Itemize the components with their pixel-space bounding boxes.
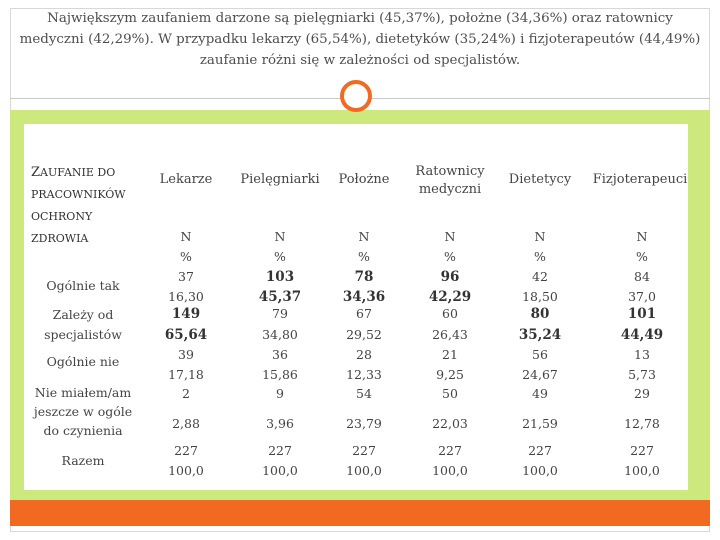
table-cell-n: 227 — [630, 443, 654, 458]
unit-n-label: N — [274, 229, 286, 244]
table-cell-n: 29 — [634, 386, 650, 401]
table-cell-n: 49 — [532, 386, 548, 401]
column-header-dietetycy: Dietetycy — [508, 172, 572, 187]
table-cell-pct: 35,24 — [518, 327, 562, 343]
unit-pct-label: % — [444, 249, 456, 264]
table-cell-pct: 100,0 — [522, 463, 558, 478]
table-cell-n: 103 — [265, 269, 295, 285]
table-cell-pct: 65,64 — [164, 327, 208, 343]
unit-pct-label: % — [180, 249, 192, 264]
table-cell-n: 2 — [182, 386, 190, 401]
table-cell-pct: 44,49 — [620, 327, 664, 343]
table-cell-n: 96 — [440, 269, 460, 285]
column-header-fizjoterapeuci: Fizjoterapeuci — [592, 172, 688, 187]
table-cell-pct: 34,36 — [342, 289, 386, 305]
table-cell-n: 9 — [276, 386, 284, 401]
table-cell-n: 28 — [356, 347, 372, 362]
table-cell-n: 79 — [272, 306, 288, 321]
table-cell-n: 67 — [356, 306, 372, 321]
unit-n-label: N — [444, 229, 456, 244]
table-cell-n: 39 — [178, 347, 194, 362]
corner-header-initial: Z — [31, 165, 41, 180]
table-cell-n: 227 — [352, 443, 376, 458]
table-cell-pct: 42,29 — [428, 289, 472, 305]
table-cell-n: 50 — [442, 386, 458, 401]
table-cell-n: 78 — [354, 269, 374, 285]
table-cell-pct: 23,79 — [346, 416, 382, 431]
row-label-ogolnie-tak: Ogólnie tak — [46, 278, 120, 293]
column-header-lekarze: Lekarze — [159, 172, 213, 187]
orange-footer-bar — [10, 500, 710, 526]
column-header-ratownicy: Ratownicy medyczni — [415, 164, 485, 197]
table-cell-n: 227 — [268, 443, 292, 458]
row-label-razem: Razem — [61, 453, 105, 468]
unit-pct-label: % — [636, 249, 648, 264]
table-cell-n: 13 — [634, 347, 650, 362]
table-cell-n: 227 — [528, 443, 552, 458]
unit-n-label: N — [358, 229, 370, 244]
table-cell-n: 54 — [356, 386, 372, 401]
unit-n-label: N — [180, 229, 192, 244]
unit-pct-label: % — [534, 249, 546, 264]
row-label-nie-mialem: Nie miałem/am jeszcze w ogóle do czynienia — [33, 385, 133, 438]
table-cell-pct: 21,59 — [522, 416, 558, 431]
table-cell-pct: 100,0 — [262, 463, 298, 478]
table-cell-pct: 100,0 — [624, 463, 660, 478]
table-cell-pct: 17,18 — [168, 367, 204, 382]
column-header-polozne: Położne — [338, 172, 390, 187]
table-cell-n: 227 — [438, 443, 462, 458]
table-cell-pct: 100,0 — [432, 463, 468, 478]
table-cell-pct: 100,0 — [168, 463, 204, 478]
row-label-zalezy: Zależy od specjalistów — [44, 307, 122, 342]
table-cell-pct: 9,25 — [436, 367, 464, 382]
table-cell-pct: 100,0 — [346, 463, 382, 478]
unit-pct-label: % — [358, 249, 370, 264]
table-cell-pct: 12,33 — [346, 367, 382, 382]
corner-header-text: AUFANIE DO PRACOWNIKÓW OCHRONY ZDROWIA — [31, 166, 126, 245]
column-header-pielegniarki: Pielęgniarki — [240, 172, 320, 187]
table-cell-pct: 18,50 — [522, 289, 558, 304]
table-cell-pct: 45,37 — [258, 289, 302, 305]
table-cell-n: 227 — [174, 443, 198, 458]
table-cell-pct: 34,80 — [262, 327, 298, 342]
table-cell-n: 149 — [171, 306, 201, 322]
table-cell-n: 80 — [530, 306, 550, 322]
table-cell-n: 56 — [532, 347, 548, 362]
table-cell-pct: 12,78 — [624, 416, 660, 431]
table-cell-pct: 24,67 — [522, 367, 558, 382]
slide-title: Największym zaufaniem darzone są pielęgniarki (45,37%), położne (34,36%) oraz ratownicy medyczni (42,29%). W przypadku lekarzy (65,54%), dietetyków (35,24%) i fizjoterapeutów (44,49%) zaufanie różni się w zależności od specjalistów. — [19, 11, 701, 68]
table-cell-pct: 22,03 — [432, 416, 468, 431]
table-cell-pct: 15,86 — [262, 367, 298, 382]
table-cell-n: 42 — [532, 269, 548, 284]
table-cell-n: 101 — [627, 306, 657, 322]
row-label-ogolnie-nie: Ogólnie nie — [46, 354, 120, 369]
table-cell-pct: 2,88 — [172, 416, 200, 431]
table-cell-n: 84 — [634, 269, 650, 284]
unit-pct-label: % — [274, 249, 286, 264]
unit-n-label: N — [636, 229, 648, 244]
table-cell-n: 21 — [442, 347, 458, 362]
table-cell-pct: 29,52 — [346, 327, 382, 342]
circle-ornament-icon — [340, 80, 372, 112]
table-cell-pct: 26,43 — [432, 327, 468, 342]
table-cell-pct: 16,30 — [168, 289, 204, 304]
unit-n-label: N — [534, 229, 546, 244]
table-cell-pct: 37,0 — [628, 289, 656, 304]
table-cell-pct: 5,73 — [628, 367, 656, 382]
corner-header — [31, 162, 141, 250]
table-cell-n: 36 — [272, 347, 288, 362]
table-cell-pct: 3,96 — [266, 416, 294, 431]
table-cell-n: 37 — [178, 269, 194, 284]
table-cell-n: 60 — [442, 306, 458, 321]
